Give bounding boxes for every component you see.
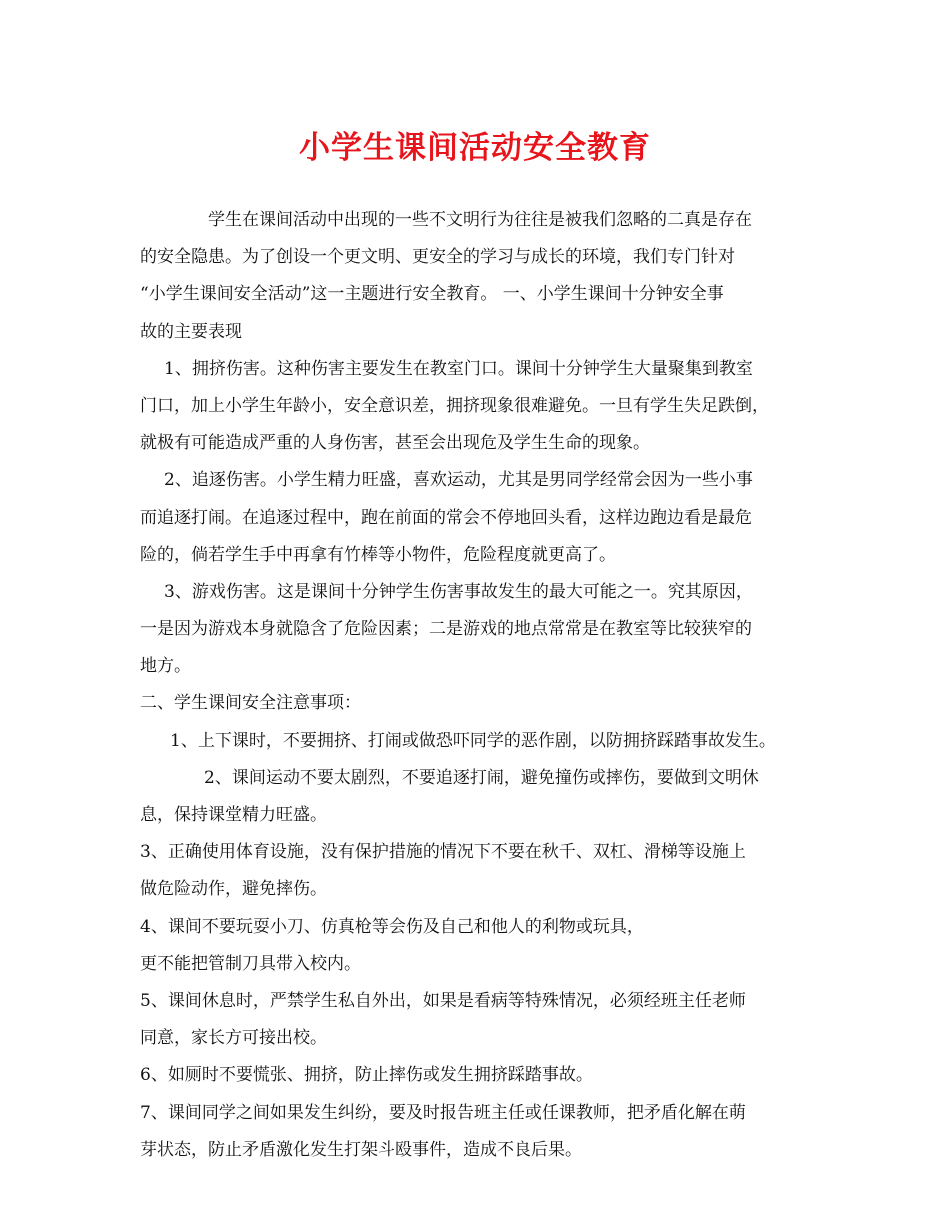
paragraph-line: 4、课间不要玩耍小刀、仿真枪等会伤及自己和他人的利物或玩具，	[140, 916, 644, 937]
paragraph-line: 更不能把管制刀具带入校内。	[140, 953, 361, 974]
paragraph-line: 险的，倘若学生手中再拿有竹棒等小物件，危险程度就更高了。	[140, 544, 616, 565]
paragraph-line: 息，保持课堂精力旺盛。	[140, 805, 327, 825]
paragraph-line: “小学生课间安全活动”这一主题进行安全教育。 一、小学生课间十分钟安全事	[140, 284, 724, 305]
document-body	[140, 202, 820, 1169]
paragraph-line: 门口，加上小学生年龄小，安全意识差，拥挤现象很难避免。一旦有学生失足跌倒，	[140, 395, 769, 416]
paragraph-line: 学生在课间活动中出现的一些不文明行为往往是被我们忽略的二真是存在	[208, 210, 752, 230]
document-title: 小学生课间活动安全教育	[299, 130, 651, 166]
section-heading: 二、学生课间安全注意事项：	[140, 693, 361, 714]
paragraph-line: 一是因为游戏本身就隐含了危险因素；二是游戏的地点常常是在教室等比较狭窄的	[140, 619, 752, 640]
paragraph-line: 2、课间运动不要太剧烈，不要追逐打闹，避免撞伤或摔伤，要做到文明休	[204, 767, 759, 788]
paragraph-line: 的安全隐患。为了创设一个更文明、更安全的学习与成长的环境，我们专门针对	[140, 247, 735, 268]
paragraph-line: 地方。	[140, 656, 191, 677]
paragraph-line: 7、课间同学之间如果发生纠纷，要及时报告班主任或任课教师，把矛盾化解在萌	[140, 1102, 746, 1123]
paragraph-line: 6、如厕时不要慌张、拥挤，防止摔伤或发生拥挤踩踏事故。	[140, 1065, 593, 1086]
paragraph-line: 故的主要表现	[140, 321, 242, 342]
paragraph-line: 芽状态，防止矛盾激化发生打架斗殴事件，造成不良后果。	[140, 1139, 582, 1160]
paragraph-line: 而追逐打闹。在追逐过程中，跑在前面的常会不停地回头看，这样边跑边看是最危	[140, 507, 752, 528]
paragraph-line: 就极有可能造成严重的人身伤害，甚至会出现危及学生生命的现象。	[140, 433, 650, 454]
paragraph-line: 5、课间休息时，严禁学生私自外出，如果是看病等特殊情况，必须经班主任老师	[140, 990, 746, 1011]
paragraph-line: 同意，家长方可接出校。	[140, 1028, 327, 1049]
paragraph-line: 1、上下课时，不要拥挤、打闹或做恐吓同学的恶作剧，以防拥挤踩踏事故发生。	[170, 730, 776, 751]
paragraph-line: 做危险动作，避免摔伤。	[140, 879, 327, 900]
paragraph-line: 3、游戏伤害。这是课间十分钟学生伤害事故发生的最大可能之一。究其原因，	[164, 581, 753, 602]
paragraph-line: 3、正确使用体育设施，没有保护措施的情况下不要在秋千、双杠、滑梯等设施上	[140, 842, 746, 863]
paragraph-line: 2、追逐伤害。小学生精力旺盛，喜欢运动，尤其是男同学经常会因为一些小事	[164, 470, 753, 491]
paragraph-line: 1、拥挤伤害。这种伤害主要发生在教室门口。课间十分钟学生大量聚集到教室	[164, 358, 753, 379]
